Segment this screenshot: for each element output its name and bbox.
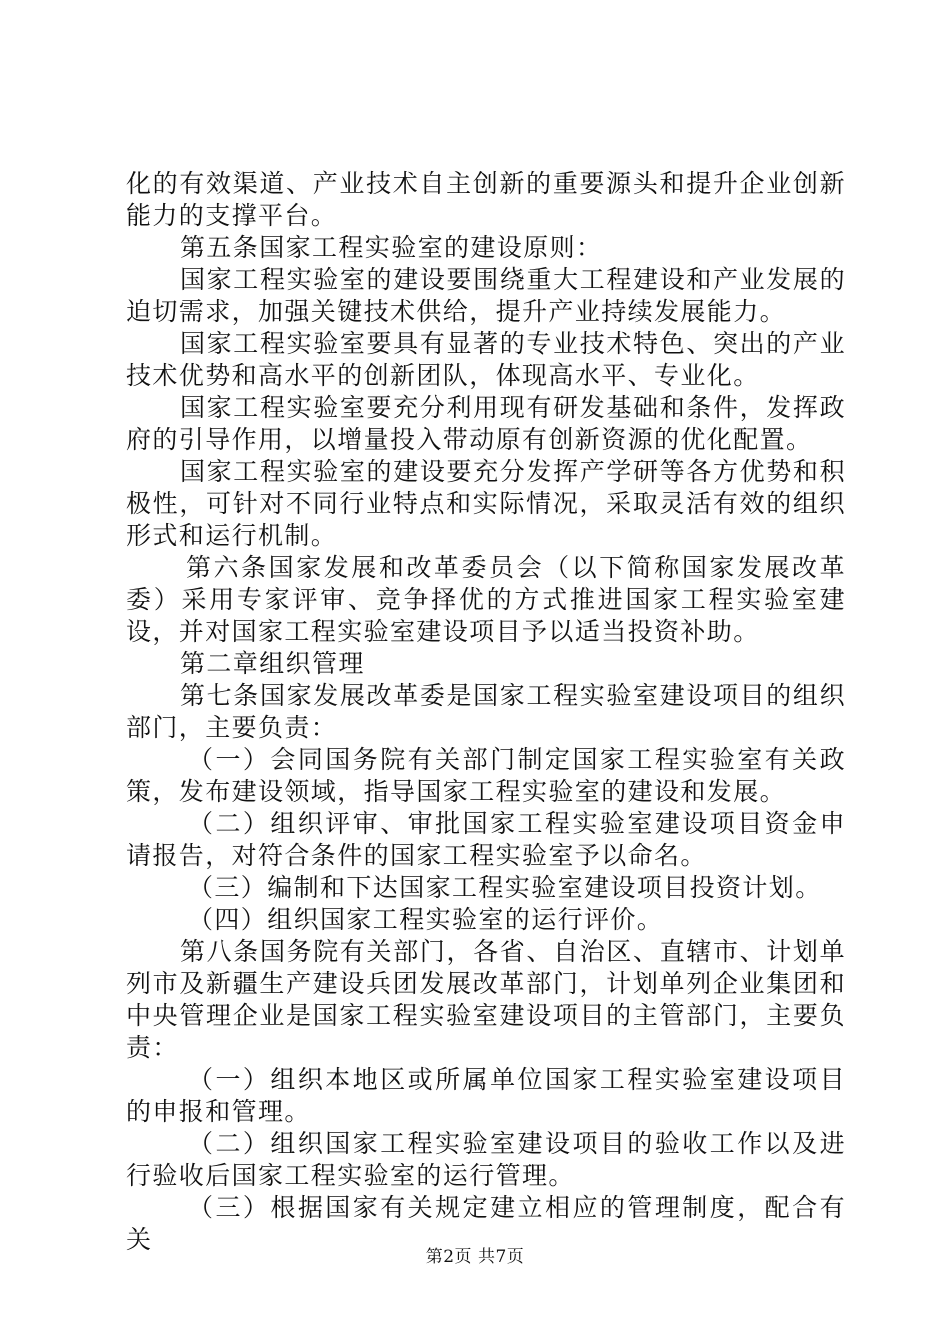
article-6-paragraph: 第六条国家发展和改革委员会（以下简称国家发展改革委）采用专家评审、竞争择优的方式推进国家工程实验室建设，并对国家工程实验室建设项目予以适当投资补助。	[126, 553, 846, 646]
article-8-item-2: （二）组织国家工程实验室建设项目的验收工作以及进行验收后国家工程实验室的运行管理。	[126, 1129, 846, 1190]
article-8-item-3: （三）根据国家有关规定建立相应的管理制度，配合有关	[126, 1193, 846, 1254]
article-7-item-4: （四）组织国家工程实验室的运行评价。	[188, 905, 664, 934]
chapter-2-heading: 第二章组织管理	[180, 649, 365, 678]
principle-paragraph-1: 国家工程实验室的建设要围绕重大工程建设和产业发展的迫切需求，加强关键技术供给，提升产业持续发展能力。	[126, 265, 846, 326]
article-5-heading: 第五条国家工程实验室的建设原则：	[180, 233, 603, 262]
page-number-footer: 第2页 共7页	[425, 1247, 525, 1267]
principle-paragraph-4: 国家工程实验室的建设要充分发挥产学研等各方优势和积极性，可针对不同行业特点和实际情况，采取灵活有效的组织形式和运行机制。	[126, 457, 846, 550]
paragraph-continuation: 化的有效渠道、产业技术自主创新的重要源头和提升企业创新能力的支撑平台。	[126, 169, 846, 230]
document-body	[126, 168, 846, 1256]
article-7-item-1: （一）会同国务院有关部门制定国家工程实验室有关政策，发布建设领域，指导国家工程实验室的建设和发展。	[126, 745, 846, 806]
article-8-item-1: （一）组织本地区或所属单位国家工程实验室建设项目的申报和管理。	[126, 1065, 846, 1126]
article-7-item-2: （二）组织评审、审批国家工程实验室建设项目资金申请报告，对符合条件的国家工程实验室予以命名。	[126, 809, 846, 870]
article-7-item-3: （三）编制和下达国家工程实验室建设项目投资计划。	[188, 873, 822, 902]
principle-paragraph-3: 国家工程实验室要充分利用现有研发基础和条件，发挥政府的引导作用，以增量投入带动原有创新资源的优化配置。	[126, 393, 846, 454]
article-8-paragraph: 第八条国务院有关部门，各省、自治区、直辖市、计划单列市及新疆生产建设兵团发展改革部门，计划单列企业集团和中央管理企业是国家工程实验室建设项目的主管部门，主要负责：	[126, 937, 846, 1062]
article-7-paragraph: 第七条国家发展改革委是国家工程实验室建设项目的组织部门，主要负责：	[126, 681, 846, 742]
principle-paragraph-2: 国家工程实验室要具有显著的专业技术特色、突出的产业技术优势和高水平的创新团队，体现高水平、专业化。	[126, 329, 846, 390]
